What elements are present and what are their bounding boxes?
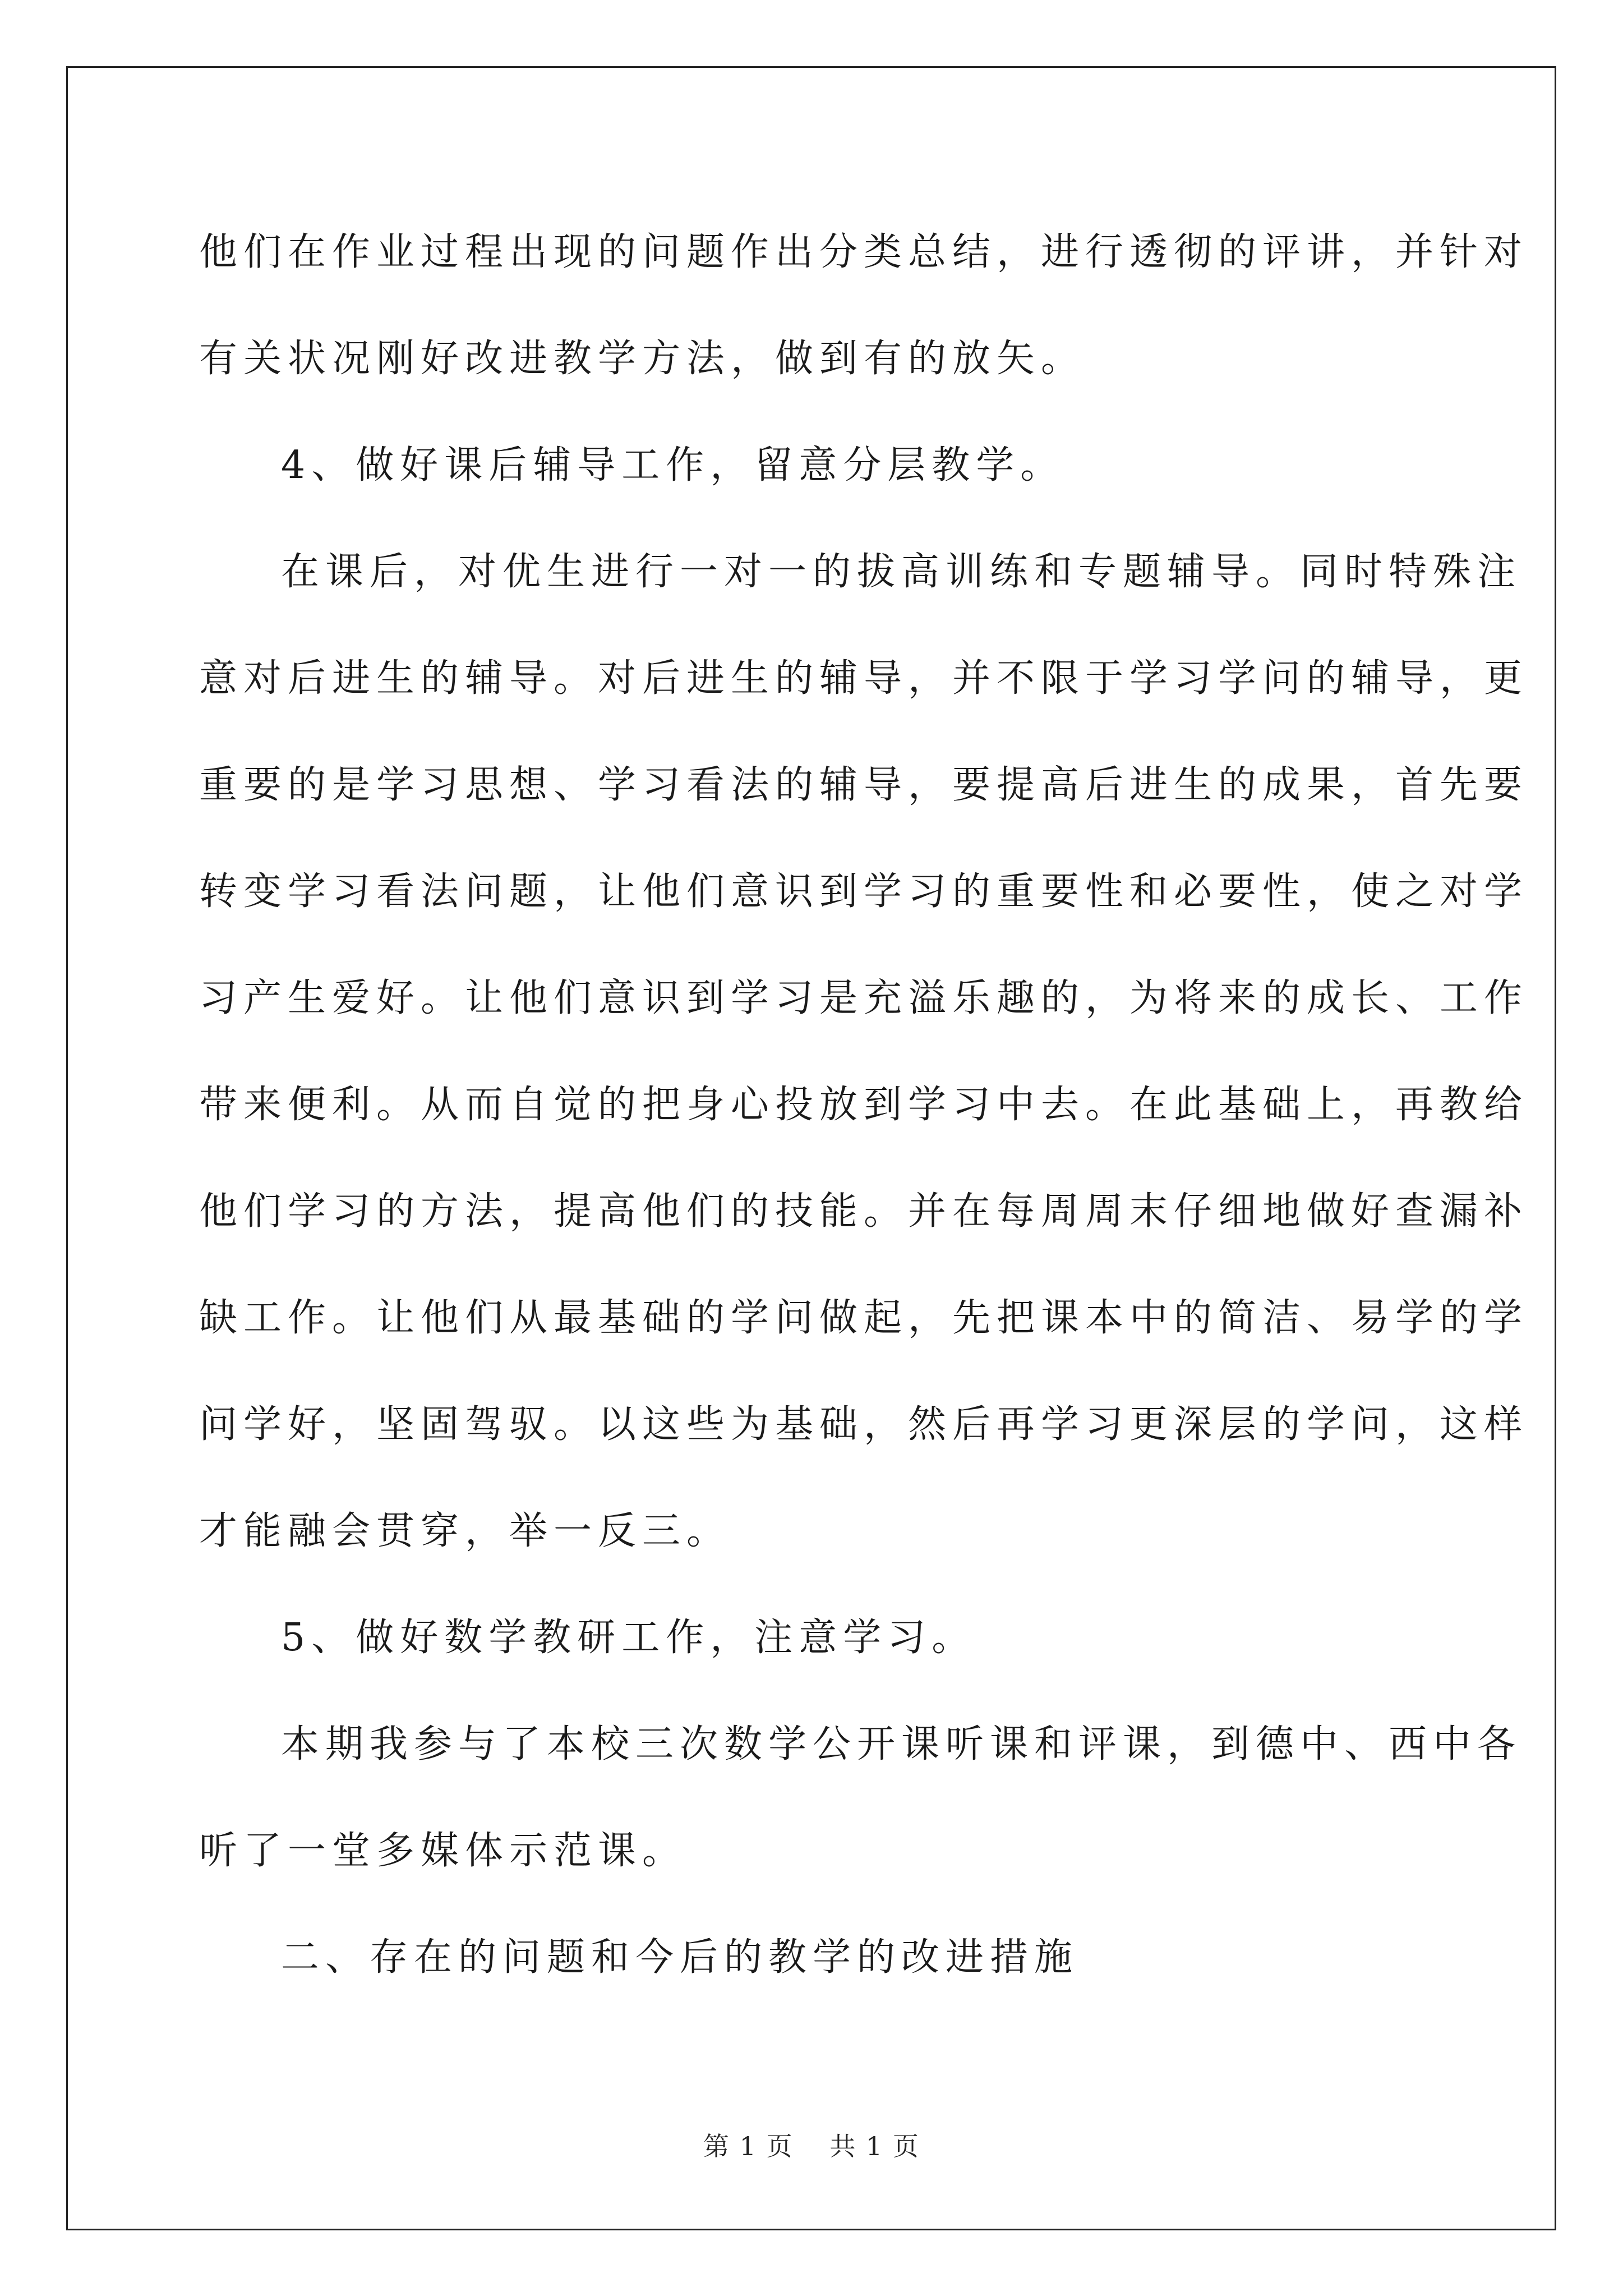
section-heading: 4、做好课后辅导工作，留意分层教学。	[281, 443, 1065, 487]
section-heading: 二、存在的问题和今后的教学的改进措施	[281, 1935, 1079, 1980]
text-line: 有关状况刚好改进教学方法，做到有的放矢。	[199, 337, 1086, 381]
text-line: 本期我参与了本校三次数学公开课听课和评课，到德中、西中各	[281, 1722, 1522, 1766]
text-line: 在课后，对优生进行一对一的拔高训练和专题辅导。同时特殊注	[281, 550, 1522, 594]
text-line: 意对后进生的辅导。对后进生的辅导，并不限于学习学问的辅导，更	[199, 656, 1529, 701]
text-line: 他们学习的方法，提高他们的技能。并在每周周末仔细地做好查漏补	[199, 1189, 1529, 1234]
page-footer	[0, 2126, 1623, 2163]
document-body	[199, 222, 1529, 2033]
text-line: 带来便利。从而自觉的把身心投放到学习中去。在此基础上，再教给	[199, 1083, 1529, 1127]
text-line: 习产生爱好。让他们意识到学习是充溢乐趣的，为将来的成长、工作	[199, 976, 1529, 1020]
text-line: 听了一堂多媒体示范课。	[199, 1829, 687, 1873]
text-line: 重要的是学习思想、学习看法的辅导，要提高后进生的成果，首先要	[199, 763, 1529, 807]
page-number: 第 1 页	[703, 2131, 794, 2161]
text-line: 问学好，坚固驾驭。以这些为基础，然后再学习更深层的学问，这样	[199, 1402, 1529, 1447]
section-heading: 5、做好数学教研工作，注意学习。	[281, 1616, 976, 1660]
text-line: 才能融会贯穿，举一反三。	[199, 1509, 731, 1553]
text-line: 缺工作。让他们从最基础的学问做起，先把课本中的简洁、易学的学	[199, 1296, 1529, 1340]
text-line: 转变学习看法问题，让他们意识到学习的重要性和必要性，使之对学	[199, 869, 1529, 914]
page-total: 共 1 页	[829, 2131, 920, 2161]
text-line: 他们在作业过程出现的问题作出分类总结，进行透彻的评讲，并针对	[199, 230, 1529, 274]
